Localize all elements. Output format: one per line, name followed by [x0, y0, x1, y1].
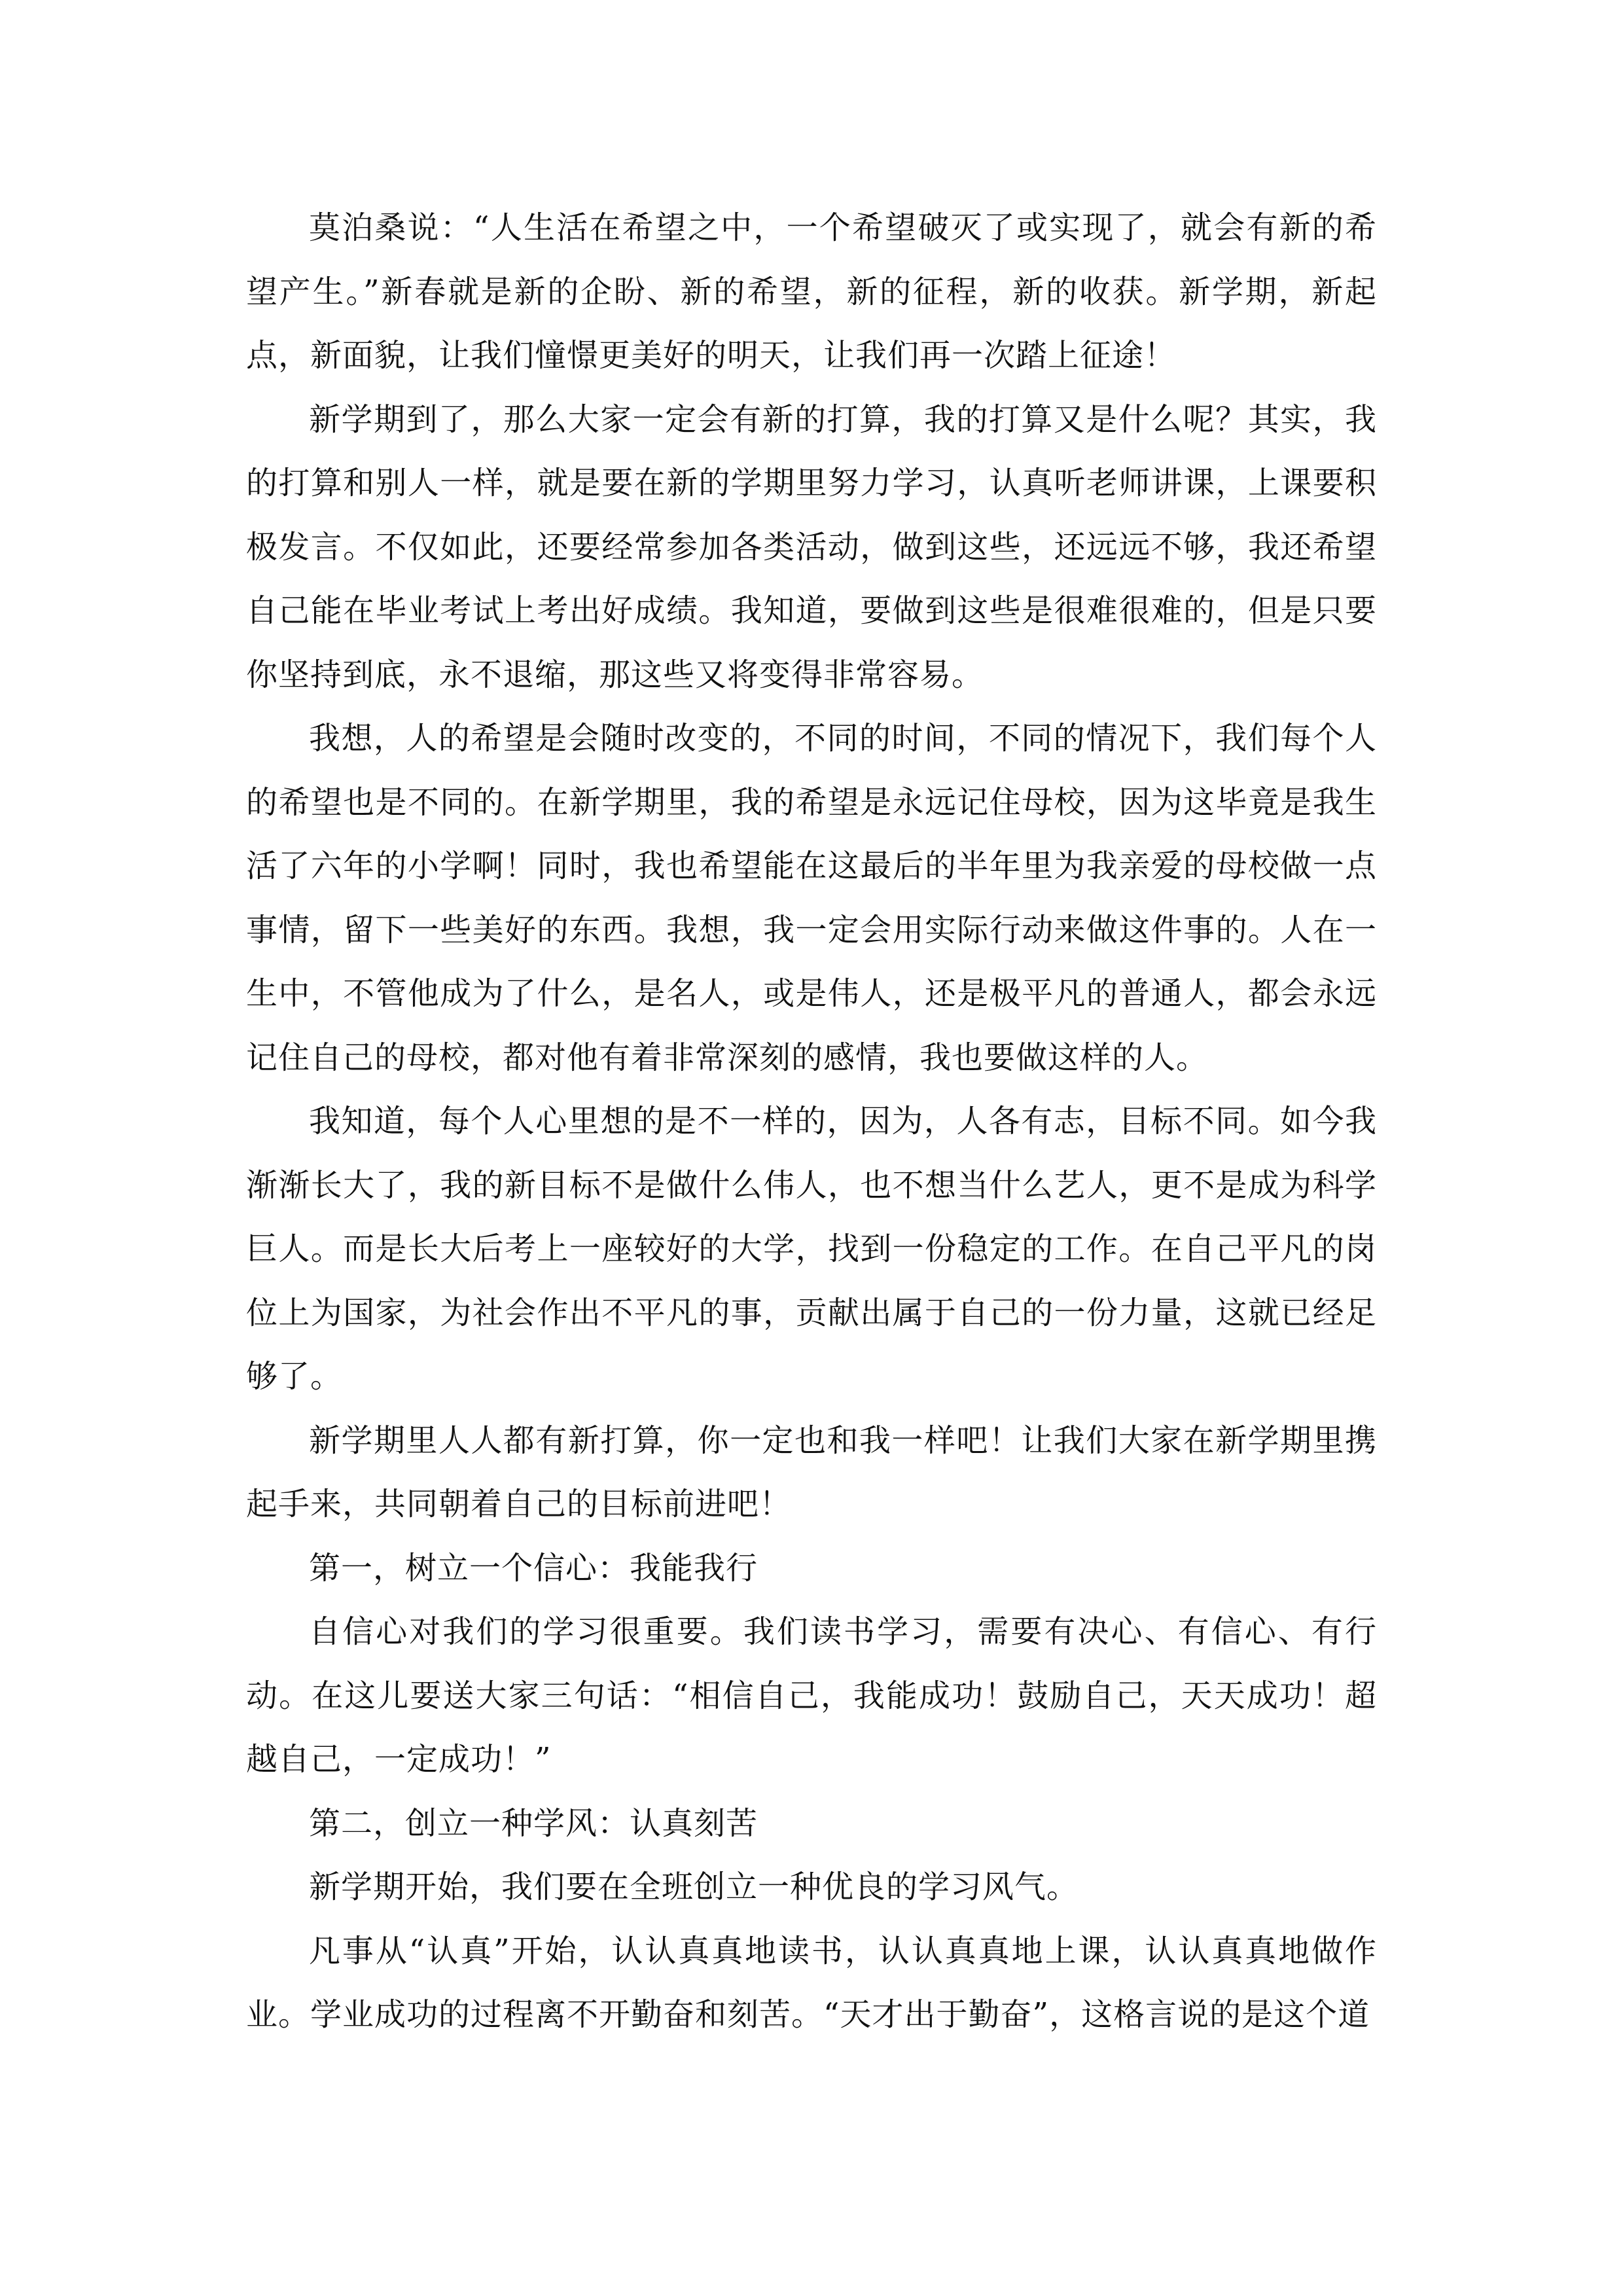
document-body: [246, 196, 1377, 2047]
section-heading-confidence: 第一，树立一个信心：我能我行: [309, 1549, 758, 1587]
paragraph-new-term-plan: 新学期到了，那么大家一定会有新的打算，我的打算又是什么呢？其实，我的打算和别人一样，就是要在新的学期里努力学习，认真听老师讲课，上课要积极发言。不仅如此，还要经常参加各类活动，做到这些，还远远不够，我还希望自己能在毕业考试上考出好成绩。我知道，要做到这些是很难很难的，但是只要你坚持到底，永不退缩，那这些又将变得非常容易。: [246, 401, 1377, 693]
paragraph-new-goal: 我知道，每个人心里想的是不一样的，因为，人各有志，目标不同。如今我渐渐长大了，我的新目标不是做什么伟人，也不想当什么艺人，更不是成为科学巨人。而是长大后考上一座较好的大学，找到一份稳定的工作。在自己平凡的岗位上为国家，为社会作出不平凡的事，贡献出属于自己的一份力量，这就已经足够了。: [246, 1103, 1377, 1395]
paragraph-hope-changes: 我想，人的希望是会随时改变的，不同的时间，不同的情况下，我们每个人的希望也是不同的。在新学期里，我的希望是永远记住母校，因为这毕竟是我生活了六年的小学啊！同时，我也希望能在这最后的半年里为我亲爱的母校做一点事情，留下一些美好的东西。我想，我一定会用实际行动来做这件事的。人在一生中，不管他成为了什么，是名人，或是伟人，还是极平凡的普通人，都会永远记住自己的母校，都对他有着非常深刻的感情，我也要做这样的人。: [246, 720, 1377, 1076]
section-heading-study-style: 第二，创立一种学风：认真刻苦: [309, 1804, 758, 1842]
paragraph-join-hands: 新学期里人人都有新打算，你一定也和我一样吧！让我们大家在新学期里携起手来，共同朝着自己的目标前进吧！: [246, 1422, 1377, 1522]
paragraph-diligence: 凡事从“认真”开始，认认真真地读书，认认真真地上课，认认真真地做作业。学业成功的过程离不开勤奋和刻苦。“天才出于勤奋”，这格言说的是这个道: [246, 1932, 1377, 2033]
paragraph-confidence: 自信心对我们的学习很重要。我们读书学习，需要有决心、有信心、有行动。在这儿要送大家三句话：“相信自己，我能成功！鼓励自己，天天成功！超越自己，一定成功！”: [246, 1613, 1377, 1778]
paragraph-quote-maupassant: 莫泊桑说：“人生活在希望之中，一个希望破灭了或实现了，就会有新的希望产生。”新春就是新的企盼、新的希望，新的征程，新的收获。新学期，新起点，新面貌，让我们憧憬更美好的明天，让我们再一次踏上征途！: [246, 209, 1377, 374]
paragraph-study-atmosphere: 新学期开始，我们要在全班创立一种优良的学习风气。: [309, 1869, 1079, 1905]
